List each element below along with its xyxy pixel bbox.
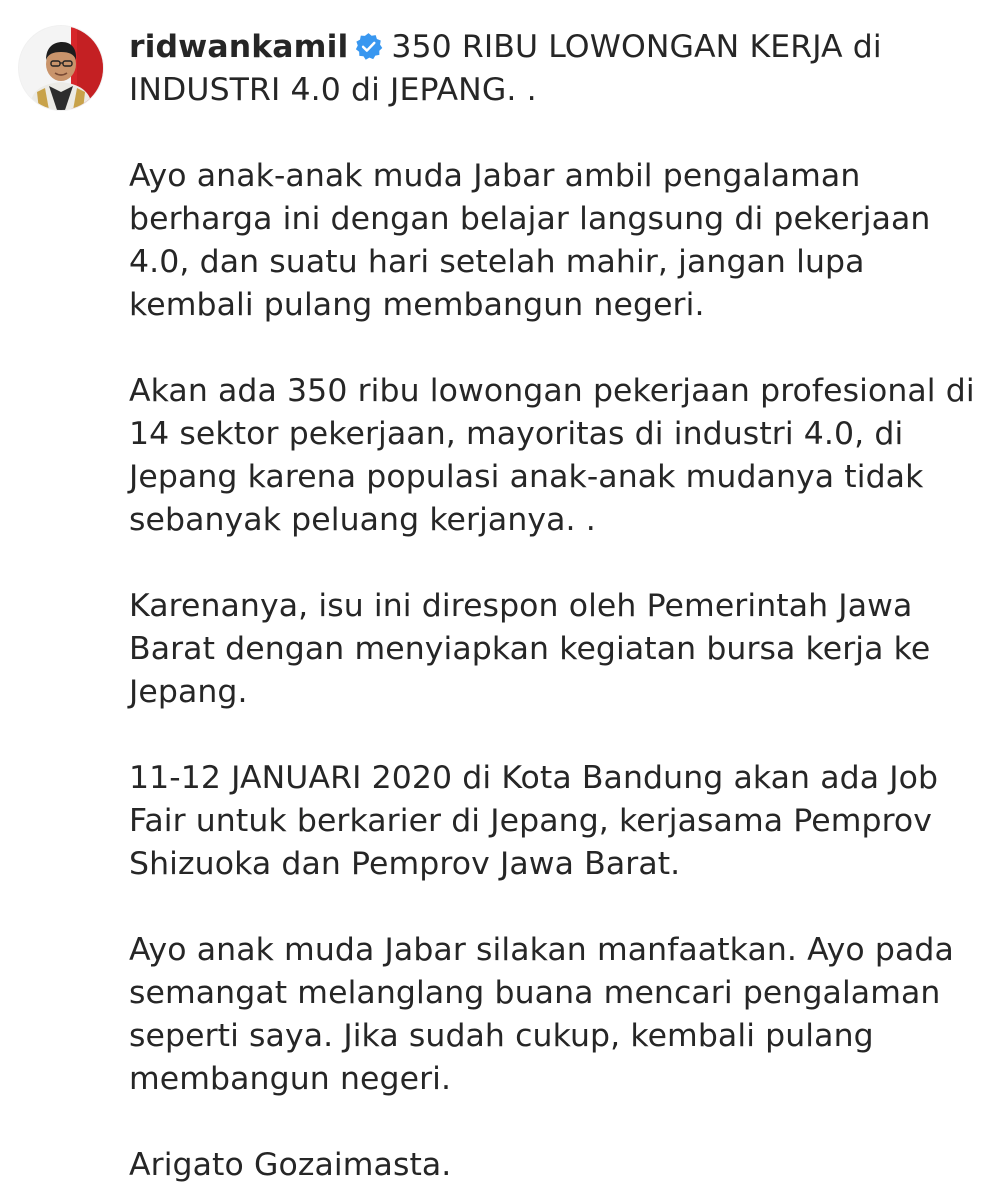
caption-first-line <box>129 26 979 112</box>
caption-paragraph: Karenanya, isu ini direspon oleh Pemerintah Jawa Barat dengan menyiapkan kegiatan bursa kerja ke Jepang. <box>129 588 931 710</box>
verified-badge-icon <box>354 30 383 59</box>
caption-paragraph: Arigato Gozaimasta. <box>129 1147 452 1183</box>
caption-headline: 350 RIBU LOWONGAN KERJA di INDUSTRI 4.0 di JEPANG. . <box>129 29 882 108</box>
profile-avatar[interactable] <box>19 26 103 110</box>
caption-paragraph: Akan ada 350 ribu lowongan pekerjaan profesional di 14 sektor pekerjaan, mayoritas di industri 4.0, di Jepang karena populasi anak-anak mudanya tidak sebanyak peluang kerjanya. . <box>129 373 975 538</box>
post-caption <box>129 26 979 1187</box>
profile-photo <box>19 26 103 110</box>
caption-paragraph: Ayo anak-anak muda Jabar ambil pengalaman berharga ini dengan belajar langsung di pekerjaan 4.0, dan suatu hari setelah mahir, jangan lupa kembali pulang membangun negeri. <box>129 158 931 323</box>
caption-paragraph: Ayo anak muda Jabar silakan manfaatkan. Ayo pada semangat melanglang buana mencari pengalaman seperti saya. Jika sudah cukup, kembali pulang membangun negeri. <box>129 932 954 1097</box>
caption-paragraph: 11-12 JANUARI 2020 di Kota Bandung akan ada Job Fair untuk berkarier di Jepang, kerjasama Pemprov Shizuoka dan Pemprov Jawa Barat. <box>129 760 939 882</box>
username-link[interactable]: ridwankamil <box>129 29 349 65</box>
